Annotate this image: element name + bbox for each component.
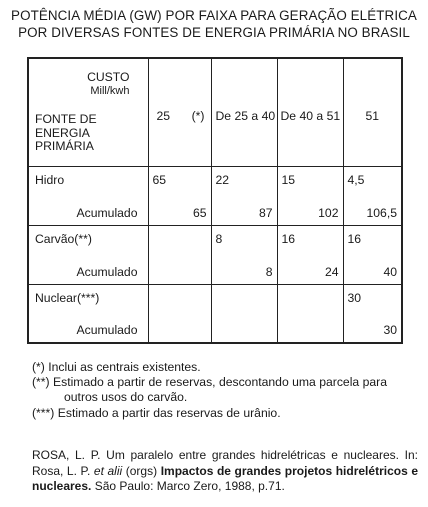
footnote-3: (***) Estimado a partir das reservas de urânio. [32,405,281,420]
footnote-2: (**) Estimado a partir de reservas, descontando uma parcela para [32,375,387,390]
cell [148,285,211,344]
row-label: Nuclear(***) [35,291,100,305]
accum-label: Acumulado [76,206,138,220]
header-col-2: De 25 a 40 [211,58,277,167]
cell [277,285,343,344]
custo-label: CUSTO Mill/kwh [87,70,130,97]
cell [148,226,211,285]
table-header-row [28,58,402,167]
title-line-1: POTÊNCIA MÉDIA (GW) POR FAIXA PARA GERAÇÃO ELÉTRICA [11,8,417,23]
accum-label: Acumulado [76,323,138,337]
row-label-cell [28,226,148,285]
footnote-1: (*) Inclui as centrais existentes. [32,360,201,374]
cell: 4,5 106,5 [343,167,402,226]
table-row [28,226,402,285]
cell [211,285,277,344]
cell: 16 40 [343,226,402,285]
row-label: Carvão(**) [35,232,92,246]
row-label-cell [28,167,148,226]
cell: 22 87 [211,167,277,226]
source-reference: ROSA, L. P. Um paralelo entre grandes hidrelétricas e nucleares. In: Rosa, L. P. et alii (orgs) Impactos de grandes projetos hidrelétricos e nucleares. São Paulo: Marco Zero, 1988, p.71. [32,448,419,493]
row-label-cell [28,285,148,344]
footnotes [32,360,402,421]
header-col-4: 51 [343,58,402,167]
cell: 16 24 [277,226,343,285]
header-corner-cell [28,58,148,167]
cell: 30 30 [343,285,402,344]
cell: 8 8 [211,226,277,285]
header-col-3: De 40 a 51 [277,58,343,167]
cell: 65 65 [148,167,211,226]
energy-table [27,57,403,344]
table-row [28,285,402,344]
title-line-2: POR DIVERSAS FONTES DE ENERGIA PRIMÁRIA NO BRASIL [18,25,410,40]
table-row [28,167,402,226]
fonte-label: FONTE DE ENERGIA PRIMÁRIA [35,112,97,153]
footnote-2-cont: outros usos do carvão. [64,390,188,405]
page-title [0,7,428,41]
accum-label: Acumulado [76,265,138,279]
header-col-1: 25 (*) [148,58,211,167]
row-label: Hidro [35,173,65,187]
cell: 15 102 [277,167,343,226]
